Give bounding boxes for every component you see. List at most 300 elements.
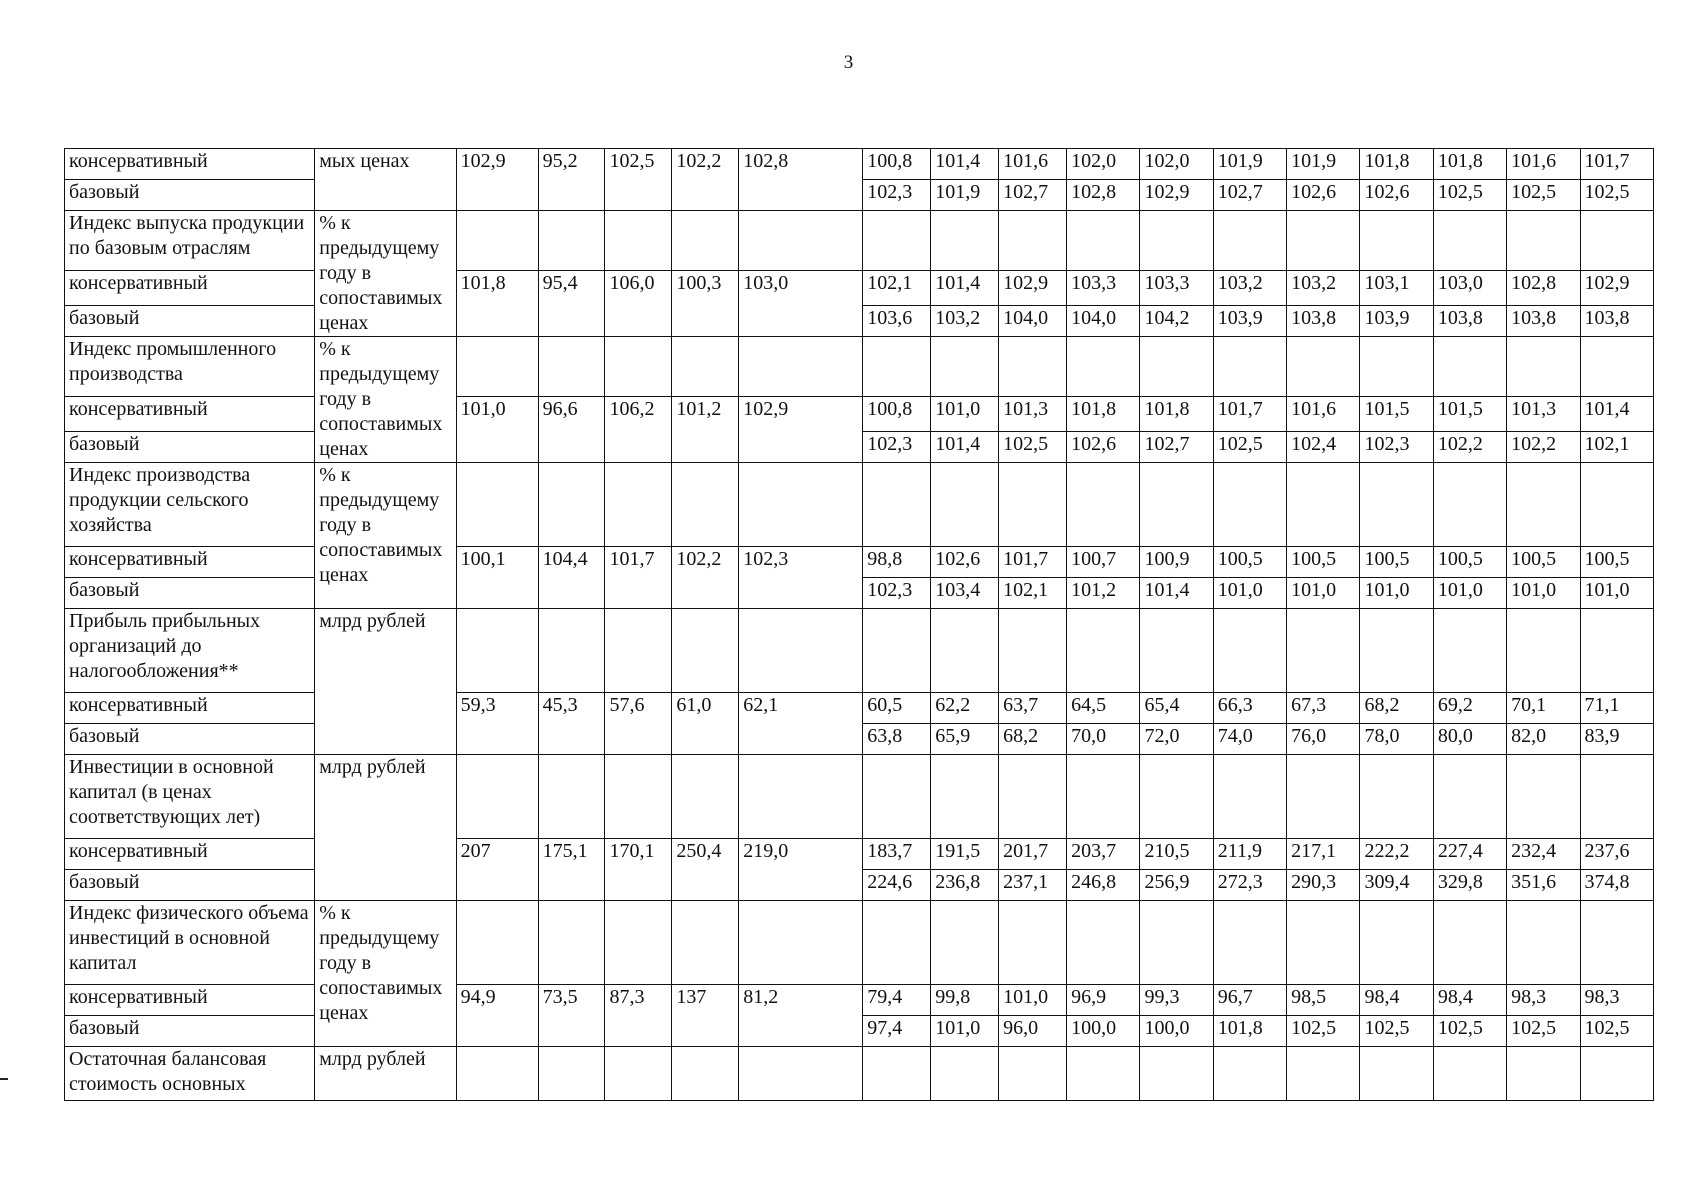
forecast-value-cell: 191,5 bbox=[931, 839, 999, 870]
history-value-cell bbox=[739, 463, 863, 547]
forecast-value-cell: 103,2 bbox=[1287, 271, 1360, 306]
history-value-cell bbox=[739, 901, 863, 985]
history-value-cell: 57,6 bbox=[605, 693, 672, 755]
forecast-value-cell: 102,7 bbox=[1213, 180, 1286, 211]
history-value-cell bbox=[456, 211, 538, 271]
scenario-label: консервативный bbox=[65, 397, 315, 432]
history-value-cell: 250,4 bbox=[672, 839, 739, 901]
forecast-value-cell: 224,6 bbox=[863, 870, 931, 901]
forecast-value-cell: 272,3 bbox=[1213, 870, 1286, 901]
history-value-cell bbox=[538, 901, 605, 985]
forecast-value-cell bbox=[999, 901, 1067, 985]
forecast-value-cell: 74,0 bbox=[1213, 724, 1286, 755]
forecast-value-cell: 102,7 bbox=[999, 180, 1067, 211]
history-value-cell bbox=[739, 337, 863, 397]
forecast-value-cell: 98,8 bbox=[863, 547, 931, 578]
forecast-value-cell: 72,0 bbox=[1140, 724, 1213, 755]
forecast-value-cell: 98,3 bbox=[1580, 985, 1654, 1016]
forecast-value-cell bbox=[1213, 901, 1286, 985]
history-value-cell bbox=[605, 1047, 672, 1101]
forecast-value-cell: 96,0 bbox=[999, 1016, 1067, 1047]
forecast-value-cell: 101,0 bbox=[1287, 578, 1360, 609]
forecast-value-cell bbox=[1580, 1047, 1654, 1101]
forecast-value-cell bbox=[1360, 337, 1433, 397]
forecast-value-cell: 102,9 bbox=[1580, 271, 1654, 306]
history-value-cell bbox=[672, 755, 739, 839]
forecast-value-cell bbox=[863, 609, 931, 693]
history-value-cell: 95,4 bbox=[538, 271, 605, 337]
forecast-value-cell bbox=[1580, 755, 1654, 839]
history-value-cell bbox=[456, 901, 538, 985]
forecast-value-cell: 100,8 bbox=[863, 397, 931, 432]
forecast-value-cell: 100,7 bbox=[1067, 547, 1140, 578]
scenario-label: базовый bbox=[65, 870, 315, 901]
forecast-value-cell bbox=[1360, 755, 1433, 839]
history-value-cell bbox=[605, 337, 672, 397]
history-value-cell bbox=[456, 337, 538, 397]
indicator-header-row bbox=[65, 463, 1654, 547]
indicator-name: Остаточная балансовая стоимость основных bbox=[65, 1047, 315, 1101]
scenario-label: базовый bbox=[65, 306, 315, 337]
forecast-value-cell: 103,1 bbox=[1360, 271, 1433, 306]
forecast-value-cell bbox=[931, 337, 999, 397]
history-value-cell bbox=[456, 1047, 538, 1101]
forecast-value-cell bbox=[1067, 609, 1140, 693]
forecast-value-cell bbox=[1067, 211, 1140, 271]
forecast-value-cell: 256,9 bbox=[1140, 870, 1213, 901]
forecast-value-cell bbox=[1507, 901, 1580, 985]
margin-mark bbox=[0, 1078, 8, 1080]
forecast-value-cell: 103,8 bbox=[1580, 306, 1654, 337]
forecast-value-cell bbox=[1140, 755, 1213, 839]
forecast-value-cell: 67,3 bbox=[1287, 693, 1360, 724]
forecast-value-cell bbox=[1433, 211, 1506, 271]
history-value-cell bbox=[605, 609, 672, 693]
indicator-header-row bbox=[65, 211, 1654, 271]
forecast-value-cell: 103,9 bbox=[1360, 306, 1433, 337]
forecast-value-cell: 83,9 bbox=[1580, 724, 1654, 755]
forecast-value-cell bbox=[1213, 211, 1286, 271]
forecast-value-cell: 374,8 bbox=[1580, 870, 1654, 901]
history-value-cell: 101,2 bbox=[672, 397, 739, 463]
forecast-value-cell: 98,4 bbox=[1360, 985, 1433, 1016]
forecast-value-cell: 102,0 bbox=[1140, 149, 1213, 180]
forecast-value-cell: 100,5 bbox=[1433, 547, 1506, 578]
scenario-label: консервативный bbox=[65, 547, 315, 578]
forecast-value-cell: 76,0 bbox=[1287, 724, 1360, 755]
history-value-cell: 81,2 bbox=[739, 985, 863, 1047]
forecast-value-cell bbox=[1360, 609, 1433, 693]
forecast-value-cell bbox=[1507, 1047, 1580, 1101]
forecast-value-cell: 102,5 bbox=[999, 432, 1067, 463]
unit-cell: % к предыдущему году в сопоставимых ценах bbox=[315, 901, 456, 1047]
forecast-value-cell: 309,4 bbox=[1360, 870, 1433, 901]
forecast-value-cell: 70,1 bbox=[1507, 693, 1580, 724]
history-value-cell: 102,9 bbox=[739, 397, 863, 463]
forecast-value-cell: 102,6 bbox=[1067, 432, 1140, 463]
forecast-value-cell: 103,3 bbox=[1140, 271, 1213, 306]
unit-cell: % к предыдущему году в сопоставимых ценах bbox=[315, 463, 456, 609]
forecast-value-cell: 100,5 bbox=[1213, 547, 1286, 578]
forecast-value-cell bbox=[863, 211, 931, 271]
indicator-name: Индекс физического объема инвестиций в основной капитал bbox=[65, 901, 315, 985]
forecast-value-cell: 101,6 bbox=[1507, 149, 1580, 180]
forecast-value-cell: 103,2 bbox=[1213, 271, 1286, 306]
forecast-value-cell: 69,2 bbox=[1433, 693, 1506, 724]
forecast-value-cell: 237,6 bbox=[1580, 839, 1654, 870]
history-value-cell: 62,1 bbox=[739, 693, 863, 755]
forecast-value-cell: 82,0 bbox=[1507, 724, 1580, 755]
forecast-value-cell: 102,9 bbox=[1140, 180, 1213, 211]
forecast-value-cell bbox=[1140, 211, 1213, 271]
history-value-cell: 175,1 bbox=[538, 839, 605, 901]
forecast-value-cell bbox=[1507, 609, 1580, 693]
forecast-value-cell: 101,0 bbox=[931, 1016, 999, 1047]
forecast-value-cell: 290,3 bbox=[1287, 870, 1360, 901]
history-value-cell bbox=[672, 211, 739, 271]
forecast-value-cell bbox=[1433, 755, 1506, 839]
history-value-cell: 96,6 bbox=[538, 397, 605, 463]
scenario-label: базовый bbox=[65, 578, 315, 609]
forecast-value-cell bbox=[1067, 337, 1140, 397]
history-value-cell bbox=[456, 463, 538, 547]
forecast-value-cell: 211,9 bbox=[1213, 839, 1286, 870]
indicator-header-row bbox=[65, 755, 1654, 839]
history-value-cell bbox=[739, 609, 863, 693]
forecast-value-cell bbox=[1433, 337, 1506, 397]
forecast-value-cell: 102,2 bbox=[1433, 432, 1506, 463]
unit-cell: % к предыдущему году в сопоставимых ценах bbox=[315, 337, 456, 463]
forecast-value-cell bbox=[1360, 463, 1433, 547]
forecast-value-cell: 101,7 bbox=[1580, 149, 1654, 180]
forecast-value-cell: 100,5 bbox=[1507, 547, 1580, 578]
scenario-label: базовый bbox=[65, 180, 315, 211]
forecast-value-cell: 102,4 bbox=[1287, 432, 1360, 463]
forecast-value-cell: 236,8 bbox=[931, 870, 999, 901]
forecast-value-cell: 66,3 bbox=[1213, 693, 1286, 724]
forecast-value-cell bbox=[863, 337, 931, 397]
history-value-cell: 104,4 bbox=[538, 547, 605, 609]
forecast-value-cell: 101,0 bbox=[1580, 578, 1654, 609]
forecast-value-cell: 103,4 bbox=[931, 578, 999, 609]
history-value-cell bbox=[672, 901, 739, 985]
forecast-value-cell: 102,9 bbox=[999, 271, 1067, 306]
table-row bbox=[65, 693, 1654, 724]
scenario-label: консервативный bbox=[65, 693, 315, 724]
history-value-cell: 103,0 bbox=[739, 271, 863, 337]
forecast-value-cell: 96,7 bbox=[1213, 985, 1286, 1016]
forecast-value-cell: 104,2 bbox=[1140, 306, 1213, 337]
forecast-value-cell bbox=[1433, 609, 1506, 693]
table-row bbox=[65, 271, 1654, 306]
indicator-name: Инвестиции в основной капитал (в ценах соответствующих лет) bbox=[65, 755, 315, 839]
forecast-value-cell: 97,4 bbox=[863, 1016, 931, 1047]
forecast-value-cell bbox=[863, 463, 931, 547]
forecast-value-cell: 101,3 bbox=[999, 397, 1067, 432]
history-value-cell: 219,0 bbox=[739, 839, 863, 901]
history-value-cell bbox=[672, 609, 739, 693]
forecast-value-cell bbox=[931, 609, 999, 693]
history-value-cell: 106,0 bbox=[605, 271, 672, 337]
forecast-value-cell: 101,4 bbox=[1140, 578, 1213, 609]
forecast-value-cell bbox=[999, 755, 1067, 839]
unit-cell: млрд рублей bbox=[315, 1047, 456, 1101]
history-value-cell: 102,5 bbox=[605, 149, 672, 211]
history-value-cell: 102,9 bbox=[456, 149, 538, 211]
forecast-value-cell: 63,7 bbox=[999, 693, 1067, 724]
forecast-value-cell bbox=[999, 1047, 1067, 1101]
forecast-value-cell: 102,1 bbox=[1580, 432, 1654, 463]
forecast-value-cell: 101,8 bbox=[1360, 149, 1433, 180]
forecast-value-cell bbox=[1140, 1047, 1213, 1101]
indicator-header-row bbox=[65, 901, 1654, 985]
forecast-value-cell bbox=[931, 755, 999, 839]
table-row bbox=[65, 397, 1654, 432]
forecast-value-cell: 101,8 bbox=[1067, 397, 1140, 432]
forecast-value-cell: 227,4 bbox=[1433, 839, 1506, 870]
forecast-value-cell: 101,0 bbox=[931, 397, 999, 432]
history-value-cell bbox=[538, 337, 605, 397]
scenario-label: консервативный bbox=[65, 271, 315, 306]
forecast-value-cell bbox=[1580, 901, 1654, 985]
forecast-value-cell: 237,1 bbox=[999, 870, 1067, 901]
forecast-value-cell: 102,3 bbox=[1360, 432, 1433, 463]
history-value-cell bbox=[538, 609, 605, 693]
history-value-cell bbox=[538, 463, 605, 547]
forecast-value-cell: 101,8 bbox=[1213, 1016, 1286, 1047]
forecast-value-cell bbox=[1140, 337, 1213, 397]
history-value-cell bbox=[538, 211, 605, 271]
scenario-label: консервативный bbox=[65, 839, 315, 870]
history-value-cell: 73,5 bbox=[538, 985, 605, 1047]
forecast-value-cell bbox=[1507, 211, 1580, 271]
forecast-value-cell: 101,5 bbox=[1433, 397, 1506, 432]
history-value-cell: 59,3 bbox=[456, 693, 538, 755]
forecast-value-cell bbox=[1213, 463, 1286, 547]
forecast-value-cell: 68,2 bbox=[1360, 693, 1433, 724]
forecast-value-cell bbox=[863, 901, 931, 985]
forecast-value-cell: 101,8 bbox=[1433, 149, 1506, 180]
forecast-value-cell: 101,6 bbox=[1287, 397, 1360, 432]
history-value-cell bbox=[538, 1047, 605, 1101]
forecast-value-cell: 101,7 bbox=[1213, 397, 1286, 432]
forecast-value-cell: 103,9 bbox=[1213, 306, 1286, 337]
forecast-value-cell: 101,6 bbox=[999, 149, 1067, 180]
forecast-value-cell: 104,0 bbox=[999, 306, 1067, 337]
unit-cell: мых ценах bbox=[315, 149, 456, 211]
table-row bbox=[65, 839, 1654, 870]
forecast-value-cell: 98,3 bbox=[1507, 985, 1580, 1016]
forecast-value-cell bbox=[1360, 1047, 1433, 1101]
forecast-value-cell bbox=[1433, 463, 1506, 547]
forecast-value-cell: 101,4 bbox=[931, 149, 999, 180]
forecast-value-cell: 101,5 bbox=[1360, 397, 1433, 432]
history-value-cell: 45,3 bbox=[538, 693, 605, 755]
forecast-value-cell: 101,9 bbox=[1287, 149, 1360, 180]
scenario-label: базовый bbox=[65, 724, 315, 755]
forecast-value-cell bbox=[931, 211, 999, 271]
forecast-value-cell: 99,8 bbox=[931, 985, 999, 1016]
forecast-value-cell bbox=[1360, 901, 1433, 985]
indicator-name: Индекс производства продукции сельского хозяйства bbox=[65, 463, 315, 547]
forecast-value-cell: 101,9 bbox=[931, 180, 999, 211]
history-value-cell bbox=[672, 1047, 739, 1101]
history-value-cell: 102,8 bbox=[739, 149, 863, 211]
forecast-value-cell: 102,8 bbox=[1507, 271, 1580, 306]
history-value-cell bbox=[605, 755, 672, 839]
forecast-value-cell: 98,4 bbox=[1433, 985, 1506, 1016]
unit-cell: млрд рублей bbox=[315, 609, 456, 755]
table-row bbox=[65, 985, 1654, 1016]
forecast-value-cell: 100,9 bbox=[1140, 547, 1213, 578]
forecast-value-cell: 102,5 bbox=[1213, 432, 1286, 463]
forecast-value-cell: 100,0 bbox=[1067, 1016, 1140, 1047]
forecast-value-cell bbox=[999, 463, 1067, 547]
scenario-label: консервативный bbox=[65, 149, 315, 180]
forecast-value-cell: 101,0 bbox=[1213, 578, 1286, 609]
scenario-label: консервативный bbox=[65, 985, 315, 1016]
forecast-value-cell: 104,0 bbox=[1067, 306, 1140, 337]
forecast-value-cell bbox=[931, 901, 999, 985]
forecast-value-cell: 103,6 bbox=[863, 306, 931, 337]
history-value-cell: 87,3 bbox=[605, 985, 672, 1047]
forecast-value-cell: 102,5 bbox=[1433, 180, 1506, 211]
forecast-value-cell: 102,5 bbox=[1433, 1016, 1506, 1047]
table-row bbox=[65, 547, 1654, 578]
forecast-value-cell bbox=[1287, 609, 1360, 693]
forecast-value-cell: 102,3 bbox=[863, 180, 931, 211]
forecast-value-cell bbox=[999, 211, 1067, 271]
forecast-value-cell: 65,4 bbox=[1140, 693, 1213, 724]
forecast-value-cell bbox=[1287, 337, 1360, 397]
history-value-cell bbox=[456, 609, 538, 693]
forecast-value-cell: 101,4 bbox=[931, 271, 999, 306]
forecast-value-cell: 103,8 bbox=[1507, 306, 1580, 337]
forecast-value-cell bbox=[1213, 337, 1286, 397]
forecast-value-cell: 60,5 bbox=[863, 693, 931, 724]
forecast-value-cell: 183,7 bbox=[863, 839, 931, 870]
forecast-value-cell: 79,4 bbox=[863, 985, 931, 1016]
forecast-value-cell: 64,5 bbox=[1067, 693, 1140, 724]
forecast-value-cell: 102,5 bbox=[1507, 1016, 1580, 1047]
history-value-cell bbox=[605, 901, 672, 985]
history-value-cell bbox=[538, 755, 605, 839]
forecast-value-cell bbox=[1507, 463, 1580, 547]
indicator-name: Прибыль прибыльных организаций до налогообложения** bbox=[65, 609, 315, 693]
forecast-value-cell: 222,2 bbox=[1360, 839, 1433, 870]
forecast-value-cell bbox=[1287, 901, 1360, 985]
forecast-value-cell: 100,0 bbox=[1140, 1016, 1213, 1047]
forecast-value-cell: 102,1 bbox=[999, 578, 1067, 609]
forecast-value-cell: 68,2 bbox=[999, 724, 1067, 755]
indicator-name: Индекс промышленного производства bbox=[65, 337, 315, 397]
forecast-table bbox=[64, 148, 1654, 1101]
forecast-value-cell: 246,8 bbox=[1067, 870, 1140, 901]
scenario-label: базовый bbox=[65, 432, 315, 463]
forecast-value-cell: 102,5 bbox=[1507, 180, 1580, 211]
history-value-cell bbox=[605, 463, 672, 547]
scenario-label: базовый bbox=[65, 1016, 315, 1047]
forecast-value-cell bbox=[863, 755, 931, 839]
unit-cell: млрд рублей bbox=[315, 755, 456, 901]
history-value-cell: 94,9 bbox=[456, 985, 538, 1047]
forecast-value-cell: 71,1 bbox=[1580, 693, 1654, 724]
history-value-cell: 100,3 bbox=[672, 271, 739, 337]
forecast-value-cell bbox=[1580, 463, 1654, 547]
forecast-value-cell bbox=[1067, 755, 1140, 839]
history-value-cell: 170,1 bbox=[605, 839, 672, 901]
indicator-header-row bbox=[65, 337, 1654, 397]
forecast-value-cell bbox=[1580, 211, 1654, 271]
forecast-value-cell: 99,3 bbox=[1140, 985, 1213, 1016]
history-value-cell bbox=[739, 211, 863, 271]
history-value-cell: 102,2 bbox=[672, 149, 739, 211]
forecast-value-cell bbox=[931, 1047, 999, 1101]
forecast-value-cell bbox=[1433, 1047, 1506, 1101]
forecast-value-cell: 102,3 bbox=[863, 432, 931, 463]
forecast-value-cell bbox=[1507, 337, 1580, 397]
forecast-value-cell: 101,0 bbox=[1360, 578, 1433, 609]
history-value-cell: 102,2 bbox=[672, 547, 739, 609]
history-value-cell bbox=[605, 211, 672, 271]
history-value-cell: 61,0 bbox=[672, 693, 739, 755]
forecast-value-cell bbox=[1580, 337, 1654, 397]
forecast-value-cell: 102,8 bbox=[1067, 180, 1140, 211]
forecast-value-cell: 101,3 bbox=[1507, 397, 1580, 432]
forecast-value-cell bbox=[1067, 1047, 1140, 1101]
forecast-value-cell bbox=[1433, 901, 1506, 985]
forecast-value-cell bbox=[1140, 609, 1213, 693]
forecast-value-cell: 102,1 bbox=[863, 271, 931, 306]
history-value-cell bbox=[739, 1047, 863, 1101]
forecast-value-cell bbox=[1287, 211, 1360, 271]
forecast-value-cell: 100,5 bbox=[1580, 547, 1654, 578]
forecast-value-cell: 102,3 bbox=[863, 578, 931, 609]
forecast-value-cell: 351,6 bbox=[1507, 870, 1580, 901]
forecast-value-cell: 102,6 bbox=[931, 547, 999, 578]
forecast-value-cell bbox=[863, 1047, 931, 1101]
unit-cell: % к предыдущему году в сопоставимых ценах bbox=[315, 211, 456, 337]
forecast-value-cell bbox=[1213, 609, 1286, 693]
forecast-value-cell bbox=[1287, 755, 1360, 839]
forecast-value-cell: 102,5 bbox=[1360, 1016, 1433, 1047]
forecast-value-cell bbox=[1213, 755, 1286, 839]
forecast-value-cell bbox=[1287, 463, 1360, 547]
history-value-cell bbox=[672, 463, 739, 547]
forecast-value-cell bbox=[999, 609, 1067, 693]
forecast-value-cell: 103,2 bbox=[931, 306, 999, 337]
indicator-name: Индекс выпуска продукции по базовым отраслям bbox=[65, 211, 315, 271]
history-value-cell: 101,7 bbox=[605, 547, 672, 609]
forecast-value-cell: 102,7 bbox=[1140, 432, 1213, 463]
forecast-value-cell: 102,0 bbox=[1067, 149, 1140, 180]
forecast-value-cell: 101,2 bbox=[1067, 578, 1140, 609]
history-value-cell: 100,1 bbox=[456, 547, 538, 609]
history-value-cell: 101,0 bbox=[456, 397, 538, 463]
forecast-value-cell: 103,8 bbox=[1287, 306, 1360, 337]
forecast-value-cell bbox=[1140, 463, 1213, 547]
forecast-value-cell bbox=[1507, 755, 1580, 839]
history-value-cell bbox=[739, 755, 863, 839]
history-value-cell: 106,2 bbox=[605, 397, 672, 463]
forecast-value-cell: 101,7 bbox=[999, 547, 1067, 578]
forecast-value-cell: 98,5 bbox=[1287, 985, 1360, 1016]
forecast-value-cell: 70,0 bbox=[1067, 724, 1140, 755]
forecast-value-cell: 217,1 bbox=[1287, 839, 1360, 870]
forecast-value-cell: 65,9 bbox=[931, 724, 999, 755]
history-value-cell: 207 bbox=[456, 839, 538, 901]
forecast-value-cell: 80,0 bbox=[1433, 724, 1506, 755]
